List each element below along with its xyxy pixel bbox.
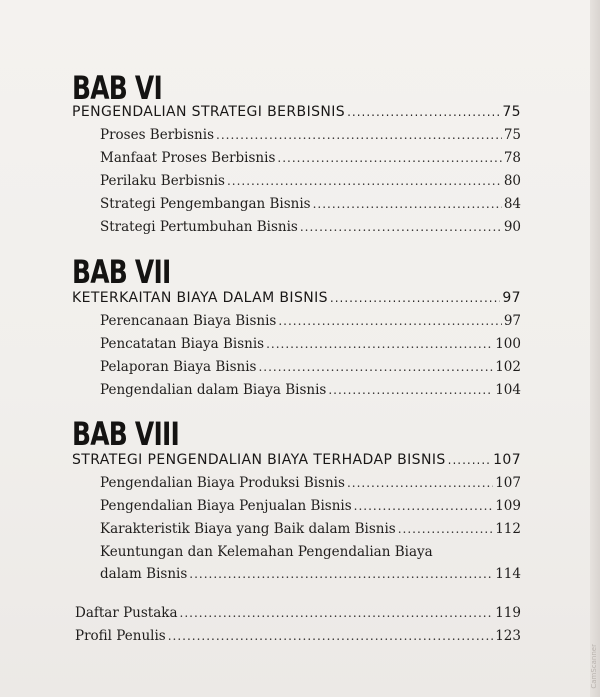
leader-dots	[180, 606, 494, 620]
leader-dots	[448, 453, 491, 467]
toc-entry-label: Strategi Pertumbuhan Bisnis	[100, 219, 298, 235]
chapter-heading-bab-vii: BAB VII	[72, 253, 171, 291]
toc-entry-row[interactable]	[100, 566, 521, 582]
toc-entry-label: Pencatatan Biaya Bisnis	[100, 336, 265, 352]
toc-entry-label: Pelaporan Biaya Bisnis	[100, 359, 257, 375]
leader-dots	[330, 291, 500, 305]
toc-page-number: 102	[495, 359, 521, 375]
toc-entry-label: Manfaat Proses Berbisnis	[100, 150, 276, 166]
toc-backmatter-row[interactable]	[75, 628, 521, 644]
toc-page-number: 80	[503, 173, 521, 189]
leader-dots	[300, 220, 502, 234]
leader-dots	[347, 476, 493, 490]
chapter-heading-bab-vi: BAB VI	[72, 69, 162, 107]
leader-dots	[278, 314, 501, 328]
toc-backmatter-row[interactable]	[75, 605, 521, 621]
leader-dots	[354, 499, 494, 513]
toc-entry-label: Pengendalian Biaya Penjualan Bisnis	[100, 498, 352, 514]
leader-dots	[398, 522, 494, 536]
toc-page-number: 107	[495, 475, 521, 491]
leader-dots	[168, 629, 494, 643]
toc-entry-label: Daftar Pustaka	[75, 605, 178, 621]
toc-entry-row[interactable]	[100, 521, 521, 537]
toc-page-number: 119	[495, 605, 521, 621]
toc-page-number: 84	[503, 196, 521, 212]
toc-entry-label: Karakteristik Biaya yang Baik dalam Bisnis	[100, 521, 396, 537]
toc-page-number: 107	[493, 452, 521, 468]
leader-dots	[258, 360, 493, 374]
toc-page-number: 75	[503, 127, 521, 143]
toc-page-number: 109	[495, 498, 521, 514]
leader-dots	[277, 151, 501, 165]
leader-dots	[313, 197, 502, 211]
toc-chapter-title: STRATEGI PENGENDALIAN BIAYA TERHADAP BISNIS	[72, 452, 446, 468]
toc-page-number: 123	[495, 628, 521, 644]
toc-entry-row[interactable]	[100, 196, 521, 212]
toc-entry-label: Profil Penulis	[75, 628, 166, 644]
toc-page-number: 97	[502, 290, 521, 306]
toc-entry-row[interactable]	[100, 313, 521, 329]
toc-entry-label-line2: dalam Bisnis	[100, 566, 188, 582]
toc-entry-row[interactable]	[100, 336, 521, 352]
toc-entry-row[interactable]	[100, 173, 521, 189]
toc-entry-label: Pengendalian Biaya Produksi Bisnis	[100, 475, 345, 491]
toc-entry-row[interactable]	[100, 359, 521, 375]
toc-chapter-row[interactable]	[72, 452, 521, 468]
toc-page-number: 112	[495, 521, 521, 537]
toc-entry-label: Perilaku Berbisnis	[100, 173, 225, 189]
toc-chapter-row[interactable]	[72, 290, 521, 306]
toc-chapter-title: KETERKAITAN BIAYA DALAM BISNIS	[72, 290, 328, 306]
toc-page-number: 75	[502, 104, 521, 120]
toc-chapter-title: PENGENDALIAN STRATEGI BERBISNIS	[72, 104, 346, 120]
leader-dots	[328, 383, 493, 397]
toc-entry-row[interactable]	[100, 475, 521, 491]
toc-entry-row[interactable]	[100, 219, 521, 235]
toc-page-number: 97	[503, 313, 521, 329]
leader-dots	[189, 567, 493, 581]
toc-entry-label-line1[interactable]: Keuntungan dan Kelemahan Pengendalian Biaya	[100, 544, 433, 560]
leader-dots	[227, 174, 502, 188]
chapter-heading-bab-viii: BAB VIII	[72, 415, 179, 453]
toc-entry-label: Proses Berbisnis	[100, 127, 214, 143]
toc-page-number: 78	[503, 150, 521, 166]
toc-page-number: 90	[503, 219, 521, 235]
toc-entry-label: Strategi Pengembangan Bisnis	[100, 196, 311, 212]
toc-entry-label: Pengendalian dalam Biaya Bisnis	[100, 382, 327, 398]
page-edge-shadow	[590, 0, 600, 697]
toc-entry-row[interactable]	[100, 150, 521, 166]
toc-page-number: 104	[495, 382, 521, 398]
scanner-watermark: CamScanner	[590, 644, 598, 689]
leader-dots	[216, 128, 502, 142]
toc-page-number: 100	[495, 336, 521, 352]
toc-page-number: 114	[495, 566, 521, 582]
toc-entry-row[interactable]	[100, 127, 521, 143]
toc-entry-label: Perencanaan Biaya Bisnis	[100, 313, 277, 329]
toc-entry-row[interactable]	[100, 382, 521, 398]
leader-dots	[347, 105, 500, 119]
toc-entry-row[interactable]	[100, 498, 521, 514]
leader-dots	[266, 337, 493, 351]
toc-chapter-row[interactable]	[72, 104, 521, 120]
